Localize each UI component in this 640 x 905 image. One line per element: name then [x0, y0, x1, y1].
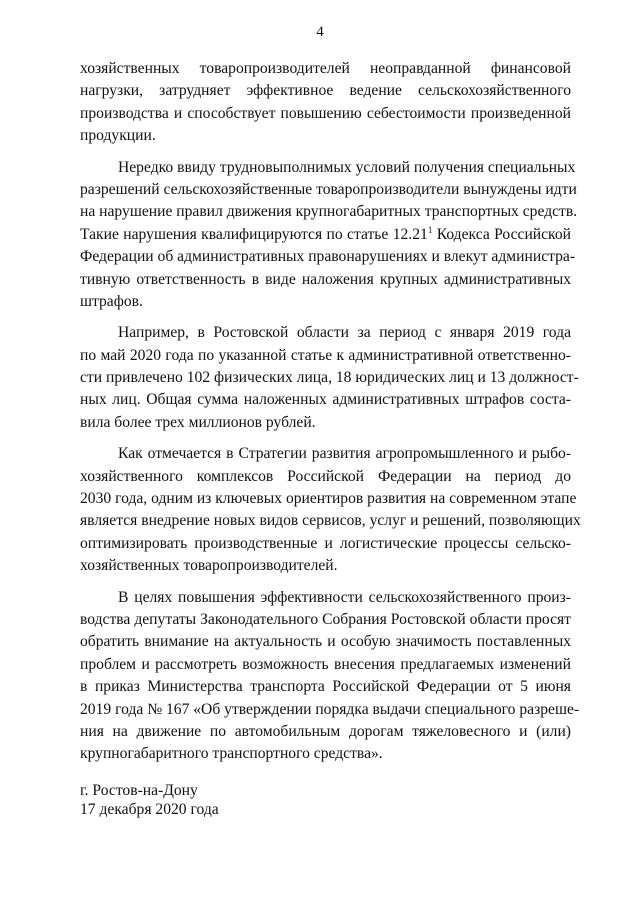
text-line: проблем и рассмотреть возможность внесения предлагаемых изменений [80, 655, 571, 673]
text-line: ния на движение по автомобильным дорогам тяжеловесного и (или) [80, 722, 571, 740]
document-body [80, 58, 581, 775]
text-line: крупногабаритного транспортного средства». [80, 745, 383, 763]
text-line [80, 224, 571, 246]
text-line: по май 2020 года по указанной статье к административной ответственно- [80, 346, 571, 364]
text-line: ных лиц. Общая сумма наложенных административных штрафов соста- [80, 391, 571, 409]
footnote-marker: 1 [427, 224, 433, 235]
text-line: оптимизировать производственные и логистические процессы сельско- [80, 534, 571, 552]
text-line: тивную ответственность в виде наложения крупных административных [80, 270, 571, 288]
text-line: В целях повышения эффективности сельскохозяйственного произ- [118, 588, 571, 606]
text-line: сти привлечено 102 физических лица, 18 юридических лиц и 13 должност- [80, 369, 579, 387]
text-line: обратить внимание на актуальность и особую значимость поставленных [80, 633, 571, 651]
text-line: Федерации об административных правонарушениях и влекут администра- [80, 248, 576, 266]
text-line: водства депутаты Законодательного Собрания Ростовской области просят [80, 610, 571, 628]
page-number: 4 [316, 24, 324, 40]
paragraph [80, 587, 580, 766]
text-line: Нередко ввиду трудновыполнимых условий получения специальных [118, 158, 576, 176]
text-line: 2019 года № 167 «Об утверждении порядка выдачи специального разреше- [80, 700, 580, 718]
text-line: в приказ Министерства транспорта Российской Федерации от 5 июня [80, 678, 571, 696]
text-line: является внедрение новых видов сервисов, услуг и решений, позволяющих [80, 512, 581, 530]
text-line: Например, в Ростовской области за период с января 2019 года [118, 324, 571, 342]
text-line: 2030 года, одним из ключевых ориентиров развития на современном этапе [80, 490, 577, 508]
text-span: Кодекса Российской [432, 225, 571, 243]
paragraph [80, 157, 578, 314]
signature-block [80, 781, 480, 819]
text-line: хозяйственного комплексов Российской Федерации на период до [80, 467, 571, 485]
text-line: вила более трех миллионов рублей. [80, 413, 316, 431]
text-line: хозяйственных товаропроизводителей неоправданной финансовой [80, 60, 571, 77]
signature-date: 17 декабря 2020 года [80, 801, 219, 818]
text-line: продукции. [80, 127, 156, 145]
text-line: штрафов. [80, 292, 143, 310]
text-line: нагрузки, затрудняет эффективное ведение сельскохозяйственного [80, 82, 571, 100]
text-line: производства и способствует повышению себестоимости произведенной [80, 104, 571, 122]
text-line: разрешений сельскохозяйственные товаропроизводители вынуждены идти [80, 180, 577, 198]
text-span: Такие нарушения квалифицируются по статье 12.21 [80, 225, 428, 243]
text-line: Как отмечается в Стратегии развития агропромышленного и рыбо- [118, 445, 571, 463]
paragraph [80, 322, 579, 434]
signature-city: г. Ростов-на-Дону [80, 782, 198, 799]
text-line: хозяйственных товаропроизводителей. [80, 557, 338, 575]
paragraph [80, 58, 571, 148]
paragraph [80, 443, 581, 577]
text-line: на нарушение правил движения крупногабаритных транспортных средств. [80, 203, 578, 221]
